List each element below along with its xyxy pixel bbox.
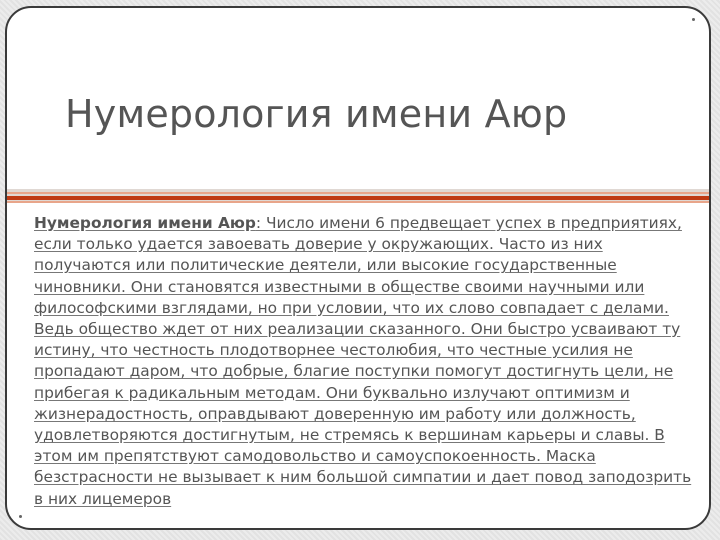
corner-dot-top-right [692, 18, 695, 21]
slide-body-text[interactable] [34, 213, 702, 510]
divider-line-bottom [7, 201, 709, 203]
slide-card [5, 6, 711, 530]
corner-dot-bottom-left [19, 515, 22, 518]
slide-title: Нумерология имени Аюр [65, 92, 568, 136]
divider-line-top [7, 192, 709, 194]
body-paragraph: : Число имени 6 предвещает успех в предприятиях, если только удается завоевать доверие у окружающих. Часто из них получаются или политические деятели, или высокие государственные чиновники. Они становятся известными в обществе своими научными или философскими взглядами, но при условии, что их слово совпадает с делами. Ведь общество ждет от них реализации сказанного. Они быстро усваивают ту истину, что честность плодотворнее честолюбия, что честные усилия не пропадают даром, что добрые, благие поступки помогут достигнуть цели, не прибегая к радикальным методам. Они буквально излучают оптимизм и жизнерадостность, оправдывают доверенную им работу или должность, удовлетворяются достигнутым, не стремясь к вершинам карьеры и славы. В этом им препятствуют самодовольство и самоуспокоенность. Маска безстрасности не вызывает к ним большой симпатии и дает повод заподозрить в них лицемеров [34, 214, 692, 508]
divider-line-accent [7, 196, 709, 200]
body-bold-lead: Нумерология имени Аюр [34, 214, 256, 232]
